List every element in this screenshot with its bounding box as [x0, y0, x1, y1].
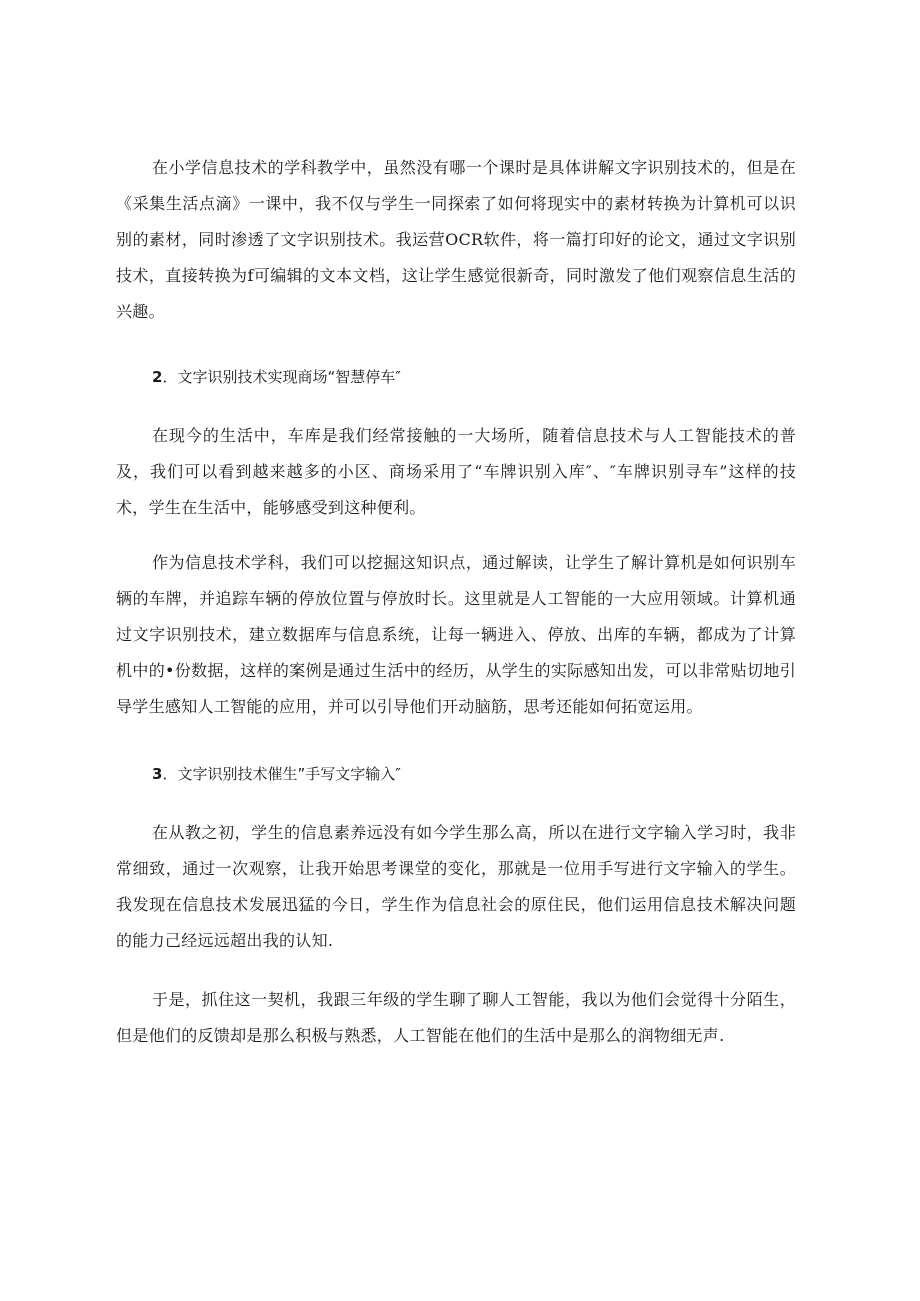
paragraph-handwriting: 在从教之初，学生的信息素养远没有如今学生那么高，所以在进行文字输入学习时，我非常细致，通过一次观察，让我开始思考课堂的变化，那就是一位用手写进行文字输入的学生。我发现在信息技术发展迅猛的今日，学生作为信息社会的原住民，他们运用信息技术解决问题的能力己经远远超出我的认知.: [116, 823, 796, 950]
section-number: 2: [152, 368, 163, 386]
section-heading-3: [152, 762, 792, 786]
paragraph-ocr-intro: 在小学信息技术的学科教学中，虽然没有哪一个课时是具体讲解文字识别技术的，但是在《采集生活点滴》一课中，我不仅与学生一同探索了如何将现实中的素材转换为计算机可以识别的素材，同时渗透了文字识别技术。我运营OCR软件，将一篇打印好的论文，通过文字识别技术，直接转换为f可编辑的文本文档，这让学生感觉很新奇，同时激发了他们观察信息生活的兴趣。: [116, 158, 796, 321]
section-heading-2: [152, 365, 792, 389]
section-number: 3: [152, 765, 163, 783]
section-title: ．文字识别技术实现商场“智慧停车″: [162, 368, 401, 386]
paragraph-parking: 在现今的生活中，车库是我们经常接触的一大场所，随着信息技术与人工智能技术的普及，我们可以看到越来越多的小区、商场采用了“车牌识别入库″、″车牌识别寻车”这样的技术，学生在生活中，能够感受到这种便利。: [116, 426, 796, 517]
paragraph-conclusion: 于是，抓住这一契机，我跟三年级的学生聊了聊人工智能，我以为他们会觉得十分陌生，但是他们的反馈却是那么积极与熟悉，人工智能在他们的生活中是那么的润物细无声.: [116, 990, 796, 1045]
paragraph-license-plate: 作为信息技术学科，我们可以挖掘这知识点，通过解读，让学生了解计算机是如何识别车辆的车牌，并追踪车辆的停放位置与停放时长。这里就是人工智能的一大应用领域。计算机通过文字识别技术，建立数据库与信息系统，让每一辆进入、停放、出库的车辆，都成为了计算机中的•份数据，这样的案例是通过生活中的经历，从学生的实际感知出发，可以非常贴切地引导学生感知人工智能的应用，并可以引导他们开动脑筋，思考还能如何拓宽运用。: [116, 553, 796, 716]
section-title: ．文字识别技术催生”手写文字输入″: [162, 765, 401, 783]
